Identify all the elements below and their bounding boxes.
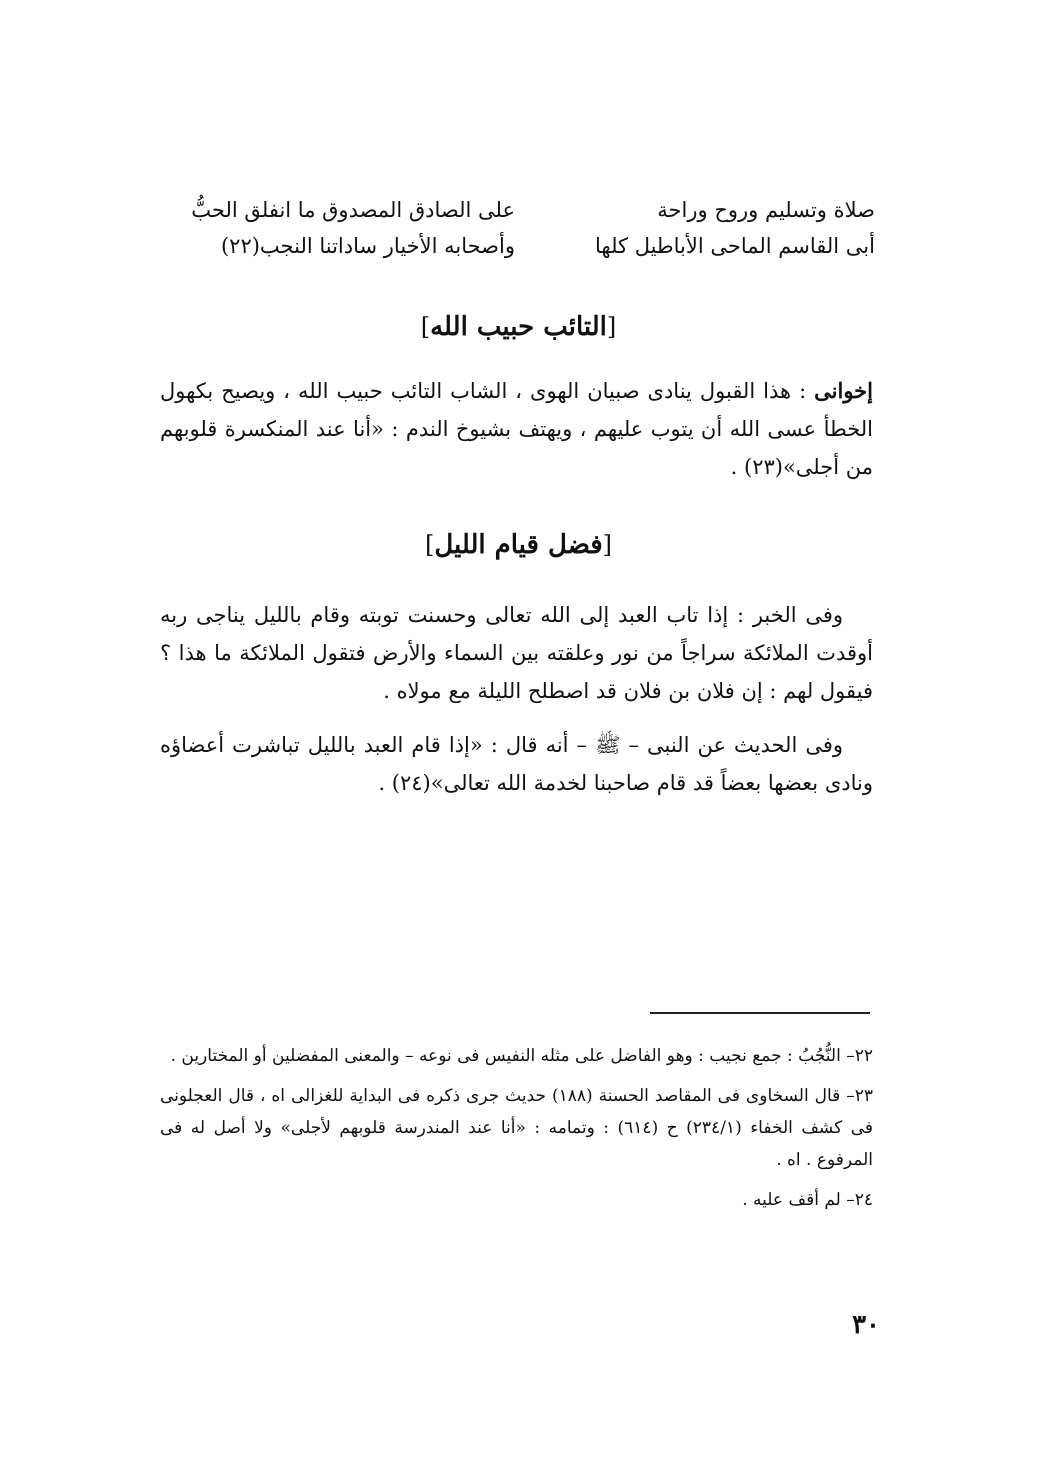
paragraph-text: : هذا القبول ينادى صبيان الهوى ، الشاب التائب حبيب الله ، ويصيح بكهول الخطأ عسى الله أن يتوب عليهم ، ويهتف بشيوخ الندم : «أنا عند المنكسرة قلوبهم من أجلى»(٢٣) . [160, 379, 873, 479]
poem-verse [185, 192, 875, 228]
paragraph-text: وفى الخبر : إذا تاب العبد إلى الله تعالى وحسنت توبته وقام بالليل يناجى ربه أوقدت الملائكة سراجاً من نور وعلقته بين السماء والأرض فتقول الملائكة ما هذا ؟ فيقول لهم : إن فلان بن فلان قد اصطلح الليلة مع مولاه . [160, 603, 873, 703]
paragraph-lead: إخوانى [814, 378, 873, 403]
bracket-close: ] [420, 313, 431, 341]
poem [185, 192, 875, 264]
footnote: ٢٣– قال السخاوى فى المقاصد الحسنة (١٨٨) حديث جرى ذكره فى البداية للغزالى اه ، قال العجلونى فى كشف الخفاء (٢٣٤/١) ح (٦١٤) : وتمامه : «أنا عند المندرسة قلوبهم لأجلى» ولا أصل له فى المرفوع . اه . [160, 1086, 873, 1170]
footnote: ٢٤– لم أقف عليه . [742, 1190, 873, 1210]
paragraph-text: وفى الحديث عن النبى – ﷺ – أنه قال : «إذا قام العبد بالليل تباشرت أعضاؤه ونادى بعضها بعضاً قد قام صاحبنا لخدمة الله تعالى»(٢٤) . [160, 733, 873, 795]
section-heading-repentant [0, 312, 1037, 342]
hemistich-second: وأصحابه الأخيار ساداتنا النجب(٢٢) [220, 234, 515, 258]
bracket-open: [ [602, 531, 613, 559]
bracket-open: [ [606, 313, 617, 341]
footnotes [160, 1040, 873, 1224]
bracket-close: ] [424, 531, 435, 559]
poem-verse [185, 228, 875, 264]
section-heading-night-prayer [0, 530, 1037, 560]
heading-title: فضل قيام الليل [434, 530, 603, 560]
hemistich-second: على الصادق المصدوق ما انفلق الحبُّ [191, 198, 515, 222]
heading-title: التائب حبيب الله [430, 312, 607, 342]
hemistich-first: أبى القاسم الماحى الأباطيل كلها [594, 234, 875, 258]
page-number: ٣٠ [852, 1310, 880, 1340]
paragraph-khabar [160, 596, 873, 710]
footnote: ٢٢– النُّجُبُ : جمع نجيب : وهو الفاضل على مثله النفيس فى نوعه – والمعنى المفضلين أو المختارين . [170, 1046, 873, 1066]
paragraph-brothers [160, 372, 873, 486]
hemistich-first: صلاة وتسليم وروح وراحة [657, 198, 875, 222]
footnote-divider [650, 1012, 870, 1014]
paragraph-hadith [160, 726, 873, 802]
